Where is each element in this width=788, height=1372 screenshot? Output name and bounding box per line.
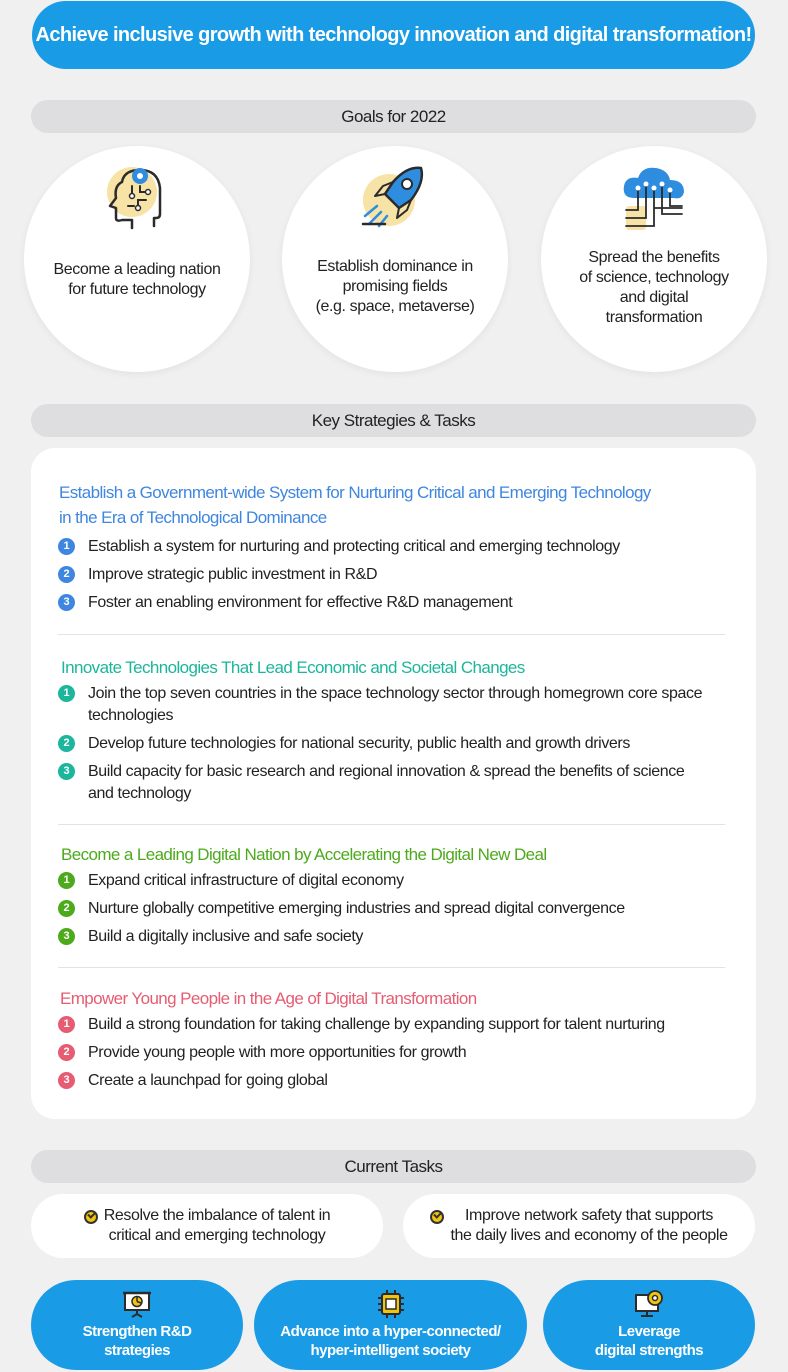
check-icon — [430, 1210, 444, 1224]
number-badge: 3 — [58, 594, 75, 611]
strategy-title: Become a Leading Digital Nation by Accelerating the Digital New Deal — [61, 845, 547, 864]
list-item-text: Create a launchpad for going global — [88, 1072, 328, 1089]
check-icon — [84, 1210, 98, 1224]
list-item-text: Foster an enabling environment for effective R&D management — [88, 594, 513, 611]
goal-text: Establish dominance in promising fields (e.g. space, metaverse) — [315, 258, 475, 315]
list-item — [58, 1042, 738, 1064]
brain-gear-icon — [102, 162, 172, 234]
list-item-text: Join the top seven countries in the space technology sector through homegrown core space technologies — [88, 685, 703, 724]
list-item — [58, 733, 738, 755]
list-item-text: Build capacity for basic research and regional innovation & spread the benefits of science and technology — [88, 763, 685, 802]
list-item-text: Build a strong foundation for taking challenge by expanding support for talent nurturing — [88, 1016, 665, 1033]
strategies-card — [31, 448, 756, 1119]
number-badge: 3 — [58, 928, 75, 945]
monitor-gear-icon — [633, 1289, 665, 1319]
strategy-title — [59, 480, 651, 530]
number-badge: 1 — [58, 685, 75, 702]
current-task-text: Resolve the imbalance of talent in critical and emerging technology — [103, 1207, 331, 1244]
list-item-text: Nurture globally competitive emerging industries and spread digital convergence — [88, 900, 625, 917]
number-badge: 2 — [58, 566, 75, 583]
current-task — [31, 1194, 383, 1258]
strategies-header: Key Strategies & Tasks — [31, 404, 756, 437]
number-badge: 1 — [58, 872, 75, 889]
chip-icon — [375, 1289, 407, 1319]
goal-text: Spread the benefits of science, technology and digital transformation — [579, 249, 729, 326]
current-tasks-header: Current Tasks — [31, 1150, 756, 1183]
current-task — [403, 1194, 755, 1258]
focus-area-text: Advance into a hyper-connected/ hyper-intelligent society — [280, 1323, 501, 1359]
divider — [58, 824, 725, 825]
focus-area — [31, 1280, 243, 1370]
strategy-title-line: in the Era of Technological Dominance — [59, 508, 327, 527]
list-item — [58, 564, 738, 586]
goal-text: Become a leading nation for future technology — [53, 261, 221, 298]
focus-area — [254, 1280, 527, 1370]
number-badge: 2 — [58, 1044, 75, 1061]
list-item-text: Develop future technologies for national security, public health and growth drivers — [88, 735, 630, 752]
cloud-network-icon — [618, 162, 690, 234]
goal-card — [282, 146, 508, 372]
number-badge: 2 — [58, 900, 75, 917]
list-item — [58, 592, 738, 614]
list-item — [58, 536, 738, 558]
list-item — [58, 1070, 738, 1092]
list-item — [58, 761, 708, 805]
list-item-text: Improve strategic public investment in R&D — [88, 566, 378, 583]
list-item-text: Build a digitally inclusive and safe society — [88, 928, 364, 945]
list-item — [58, 1014, 758, 1036]
list-item — [58, 870, 738, 892]
number-badge: 1 — [58, 538, 75, 555]
strategy-title-line: Establish a Government-wide System for Nurturing Critical and Emerging Technology — [59, 483, 651, 502]
current-task-text: Improve network safety that supports the daily lives and economy of the people — [450, 1207, 728, 1244]
list-item-text: Establish a system for nurturing and protecting critical and emerging technology — [88, 538, 620, 555]
number-badge: 3 — [58, 763, 75, 780]
list-item — [58, 683, 708, 727]
goal-card — [24, 146, 250, 372]
focus-area-text: Strengthen R&D strategies — [82, 1323, 192, 1359]
list-item — [58, 926, 738, 948]
rocket-icon — [355, 162, 435, 234]
list-item-text: Provide young people with more opportunities for growth — [88, 1044, 467, 1061]
list-item — [58, 898, 738, 920]
number-badge: 2 — [58, 735, 75, 752]
list-item-text: Expand critical infrastructure of digital economy — [88, 872, 404, 889]
divider — [58, 967, 725, 968]
strategy-title: Empower Young People in the Age of Digital Transformation — [60, 989, 477, 1008]
goals-header: Goals for 2022 — [31, 100, 756, 133]
goal-card — [541, 146, 767, 372]
focus-area-text: Leverage digital strengths — [594, 1323, 704, 1359]
number-badge: 1 — [58, 1016, 75, 1033]
headline-banner: Achieve inclusive growth with technology innovation and digital transformation! — [32, 1, 755, 69]
divider — [58, 634, 725, 635]
focus-area — [543, 1280, 755, 1370]
strategy-title: Innovate Technologies That Lead Economic and Societal Changes — [61, 658, 525, 677]
presentation-icon — [121, 1289, 153, 1319]
number-badge: 3 — [58, 1072, 75, 1089]
